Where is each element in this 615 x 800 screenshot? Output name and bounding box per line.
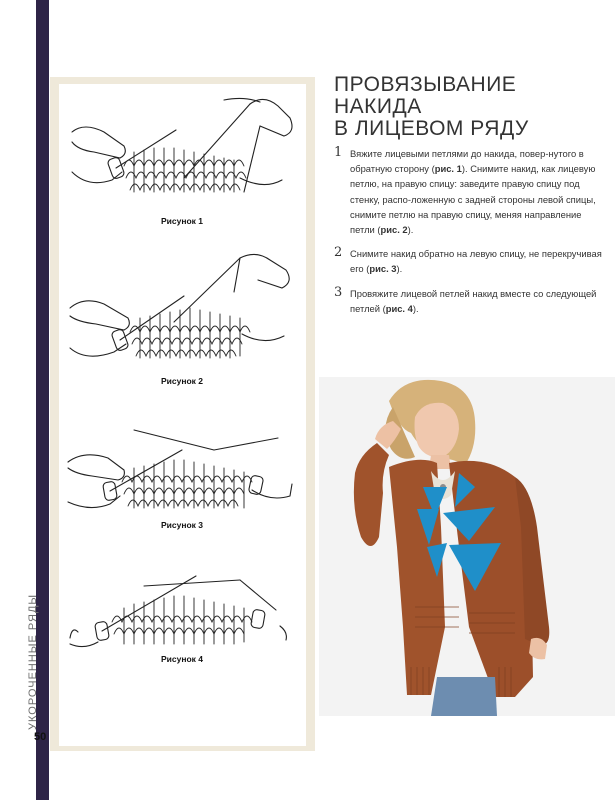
- knitting-illustration-icon: [64, 252, 300, 370]
- step-text: ).: [396, 263, 403, 275]
- figure-caption: Рисунок 4: [160, 654, 204, 664]
- step-number: 3: [334, 284, 343, 300]
- figure-reference: рис. 3: [369, 263, 397, 275]
- title-line: НАКИДА: [334, 95, 422, 118]
- model-in-cardigan-image: [319, 377, 615, 716]
- section-label: [24, 593, 44, 730]
- page-number: 50: [34, 731, 47, 743]
- step-text: ).: [412, 302, 419, 314]
- step-number: 1: [334, 145, 343, 160]
- cardigan-photo: [319, 377, 615, 716]
- step-2: [334, 246, 604, 276]
- step-text: ).: [407, 224, 414, 236]
- figure-4: [64, 566, 300, 664]
- instruction-steps: [334, 146, 604, 325]
- step-3: [334, 286, 604, 316]
- section-label-text: УКОРОЧЕННЫЕ РЯДЫ: [27, 593, 39, 730]
- figure-caption: Рисунок 2: [160, 376, 204, 386]
- page-title: [334, 74, 604, 140]
- knitting-illustration-icon: [64, 420, 300, 520]
- step-text: ). Снимите накид, как лицевую петлю, на правую спицу: заведите правую спицу под стенку, распо-ложенную с задней стороны левой спицы, снимите петлю на правую спицу, меняя направление петли (: [350, 163, 596, 236]
- step-text: Вяжите лицевыми петлями до накида, повер-нутого в обратную сторону (: [350, 148, 584, 175]
- step-text: Снимите накид обратно на левую спицу, не перекручивая его (: [350, 248, 602, 275]
- figure-reference: рис. 1: [434, 163, 462, 175]
- figure-1: [64, 92, 300, 226]
- title-line: ПРОВЯЗЫВАНИЕ: [334, 73, 517, 96]
- figure-caption: Рисунок 3: [160, 520, 204, 530]
- step-text: Провяжите лицевой петлей накид вместе со следующей петлей (: [350, 287, 597, 314]
- figure-2: [64, 252, 300, 386]
- figure-reference: рис. 2: [380, 224, 408, 236]
- title-line: В ЛИЦЕВОМ РЯДУ: [334, 117, 529, 140]
- step-number: 2: [334, 245, 343, 261]
- figure-3: [64, 420, 300, 530]
- figure-caption: Рисунок 1: [160, 216, 204, 226]
- step-1: [334, 146, 604, 237]
- figure-reference: рис. 4: [385, 302, 413, 314]
- knitting-illustration-icon: [64, 92, 300, 210]
- knitting-illustration-icon: [64, 566, 300, 650]
